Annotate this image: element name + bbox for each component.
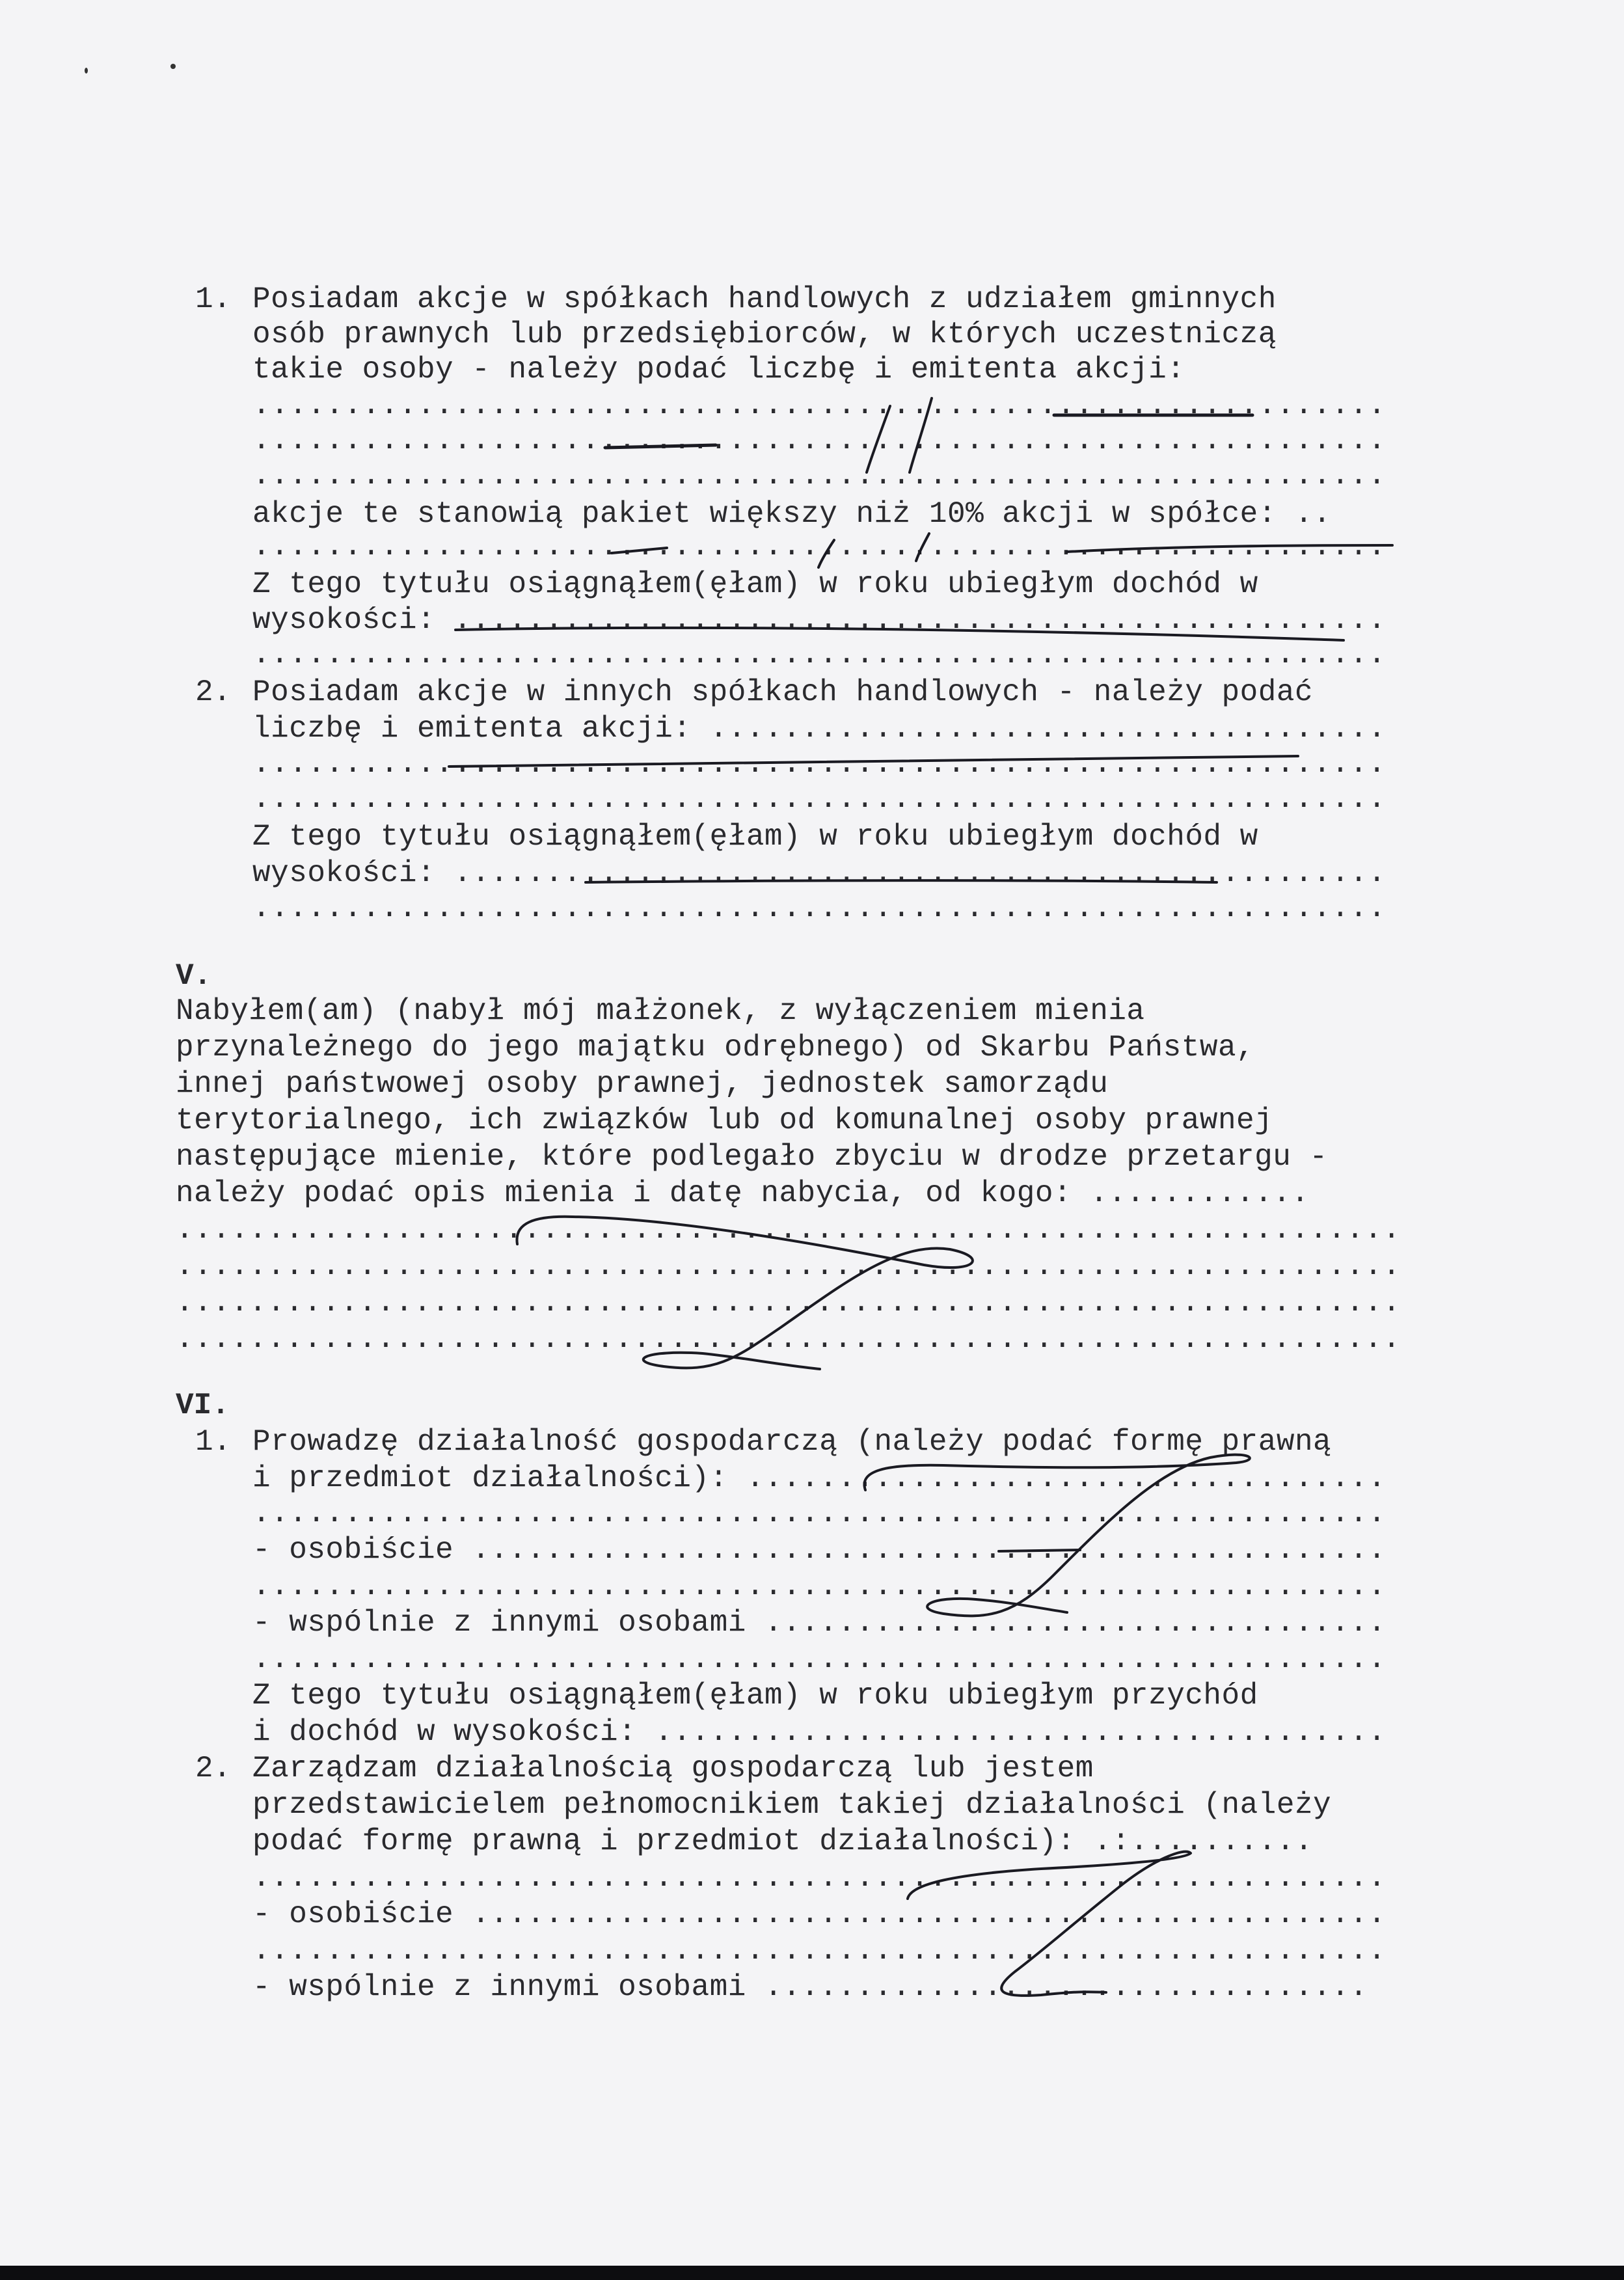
dotted-field: .............................................................. <box>252 638 1387 672</box>
dotted-field: ................................................................... <box>176 1213 1401 1247</box>
dotted-field: .............................................................. <box>252 388 1387 422</box>
text-line: Z tego tytułu osiągnąłem(ęłam) w roku ubiegłym dochód w <box>252 820 1258 854</box>
dotted-field: .............................................................. <box>252 782 1387 816</box>
section-heading: VI. <box>176 1389 230 1422</box>
text-line: innej państwowej osoby prawnej, jednostek samorządu <box>176 1067 1109 1101</box>
dotted-field: .............................................................. <box>252 747 1387 781</box>
section-heading: V. <box>176 959 212 993</box>
text-line: - osobiście .................................................. <box>252 1533 1387 1567</box>
text-line: liczbę i emitenta akcji: ..................................... <box>252 712 1387 746</box>
dotted-field: ................................................................... <box>176 1322 1401 1356</box>
item-number: 2. <box>195 1752 232 1785</box>
text-line: Prowadzę działalność gospodarczą (należy podać formę prawną <box>252 1425 1332 1459</box>
text-line: Posiadam akcje w spółkach handlowych z udziałem gminnych <box>252 282 1277 316</box>
text-line: osób prawnych lub przedsiębiorców, w których uczestniczą <box>252 318 1277 351</box>
text-line: terytorialnego, ich związków lub od komunalnej osoby prawnej <box>176 1104 1273 1137</box>
dotted-field: .............................................................. <box>252 530 1387 563</box>
item-number: 2. <box>195 675 232 709</box>
dotted-field: .............................................................. <box>252 459 1387 493</box>
dotted-field: .............................................................. <box>252 1497 1387 1530</box>
text-line: Posiadam akcje w innych spółkach handlowych - należy podać <box>252 675 1314 709</box>
scan-speck <box>85 68 88 74</box>
item-number: 1. <box>195 1425 232 1459</box>
text-line: akcje te stanowią pakiet większy niż 10% akcji w spółce: .. <box>252 497 1332 531</box>
dotted-field: .............................................................. <box>252 1861 1387 1895</box>
text-line: przedstawicielem pełnomocnikiem takiej działalności (należy <box>252 1788 1332 1822</box>
text-line: wysokości: ................................................... <box>252 603 1387 637</box>
item-number: 1. <box>195 282 232 316</box>
dotted-field: .............................................................. <box>252 1569 1387 1603</box>
text-line: Nabyłem(am) (nabył mój małżonek, z wyłączeniem mienia <box>176 994 1145 1028</box>
scan-edge <box>0 2266 1624 2280</box>
text-line: Z tego tytułu osiągnąłem(ęłam) w roku ubiegłym przychód <box>252 1679 1258 1713</box>
dotted-field: .............................................................. <box>252 424 1387 457</box>
text-line: przynależnego do jego majątku odrębnego) od Skarbu Państwa, <box>176 1031 1255 1065</box>
text-line: Zarządzam działalnością gospodarczą lub jestem <box>252 1752 1094 1785</box>
scan-speck <box>170 64 176 69</box>
text-line: - wspólnie z innymi osobami .................................. <box>252 1606 1387 1640</box>
text-line: - osobiście .................................................. <box>252 1897 1387 1931</box>
dotted-field: .............................................................. <box>252 891 1387 925</box>
text-line: podać formę prawną i przedmiot działalności): .:.......... <box>252 1825 1314 1858</box>
text-line: i dochód w wysokości: ........................................ <box>252 1715 1387 1749</box>
text-line: Z tego tytułu osiągnąłem(ęłam) w roku ubiegłym dochód w <box>252 567 1258 601</box>
text-line: należy podać opis mienia i datę nabycia, od kogo: ............ <box>176 1176 1310 1210</box>
dotted-field: ................................................................... <box>176 1249 1401 1283</box>
dotted-field: ................................................................... <box>176 1286 1401 1320</box>
dotted-field: .............................................................. <box>252 1934 1387 1968</box>
dotted-field: .............................................................. <box>252 1642 1387 1676</box>
text-line: - wspólnie z innymi osobami ................................. <box>252 1970 1368 2004</box>
text-line: i przedmiot działalności): ................................... <box>252 1461 1387 1495</box>
text-line: wysokości: ................................................... <box>252 856 1387 890</box>
text-line: następujące mienie, które podlegało zbyciu w drodze przetargu - <box>176 1140 1328 1174</box>
text-line: takie osoby - należy podać liczbę i emitenta akcji: <box>252 353 1185 387</box>
